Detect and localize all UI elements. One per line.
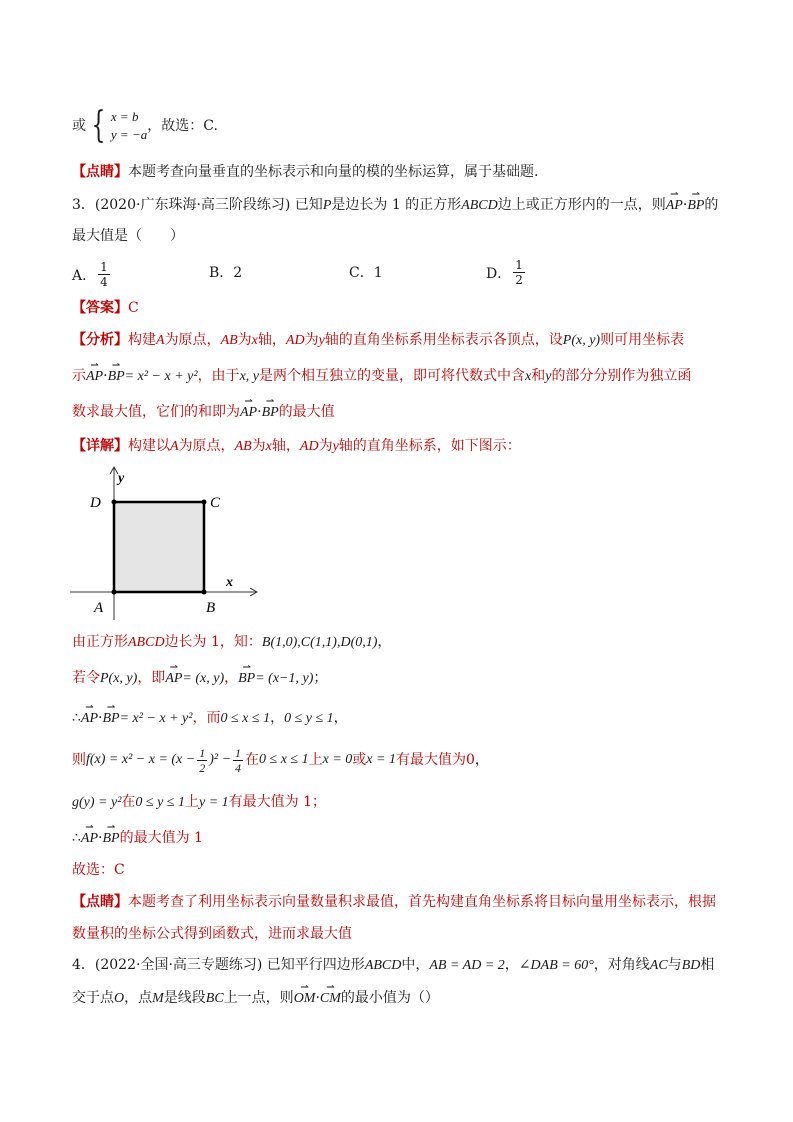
- q4-source: 4．(2022·全国·高三专题练习) 已知平行四边形: [72, 957, 365, 973]
- s4-half: [197, 746, 207, 775]
- option-c-label: C．: [349, 265, 374, 281]
- s4-x0: x = 0: [322, 752, 353, 767]
- s4-sq: )² −: [209, 752, 232, 767]
- s2-a: 若令: [72, 670, 100, 686]
- vector-bp: ⇀ BP: [687, 196, 704, 216]
- s2-ap-val: = (x, y): [182, 671, 225, 686]
- label-c: C: [210, 495, 221, 511]
- an-e: 为: [304, 332, 319, 348]
- prev-answer-suffix-text: ，故选：C.: [147, 118, 218, 134]
- q4-o: O: [114, 991, 125, 1006]
- s3-expr: = x² − x + y²: [119, 711, 193, 726]
- q3-text-b: 是边长为 1 的正方形: [331, 197, 462, 213]
- de-x: x: [265, 439, 272, 454]
- an-y: y: [318, 333, 325, 348]
- equation-2: y = −a: [110, 127, 148, 142]
- solution-line-4: [72, 744, 489, 776]
- option-a-fraction: [98, 260, 110, 289]
- solution-line-5: [72, 792, 326, 813]
- option-b-value: 2: [233, 265, 243, 281]
- de-e: 为: [318, 438, 333, 454]
- q4-sides: AB = AD = 2: [429, 958, 505, 973]
- s2-p: P(x, y): [100, 671, 138, 686]
- analysis-line-2: [72, 366, 691, 387]
- option-c: [349, 262, 383, 282]
- s5-y1: y = 1: [199, 795, 229, 810]
- frac-num: 1: [235, 745, 242, 760]
- an3-b: 的最大值: [278, 404, 335, 420]
- de-AB: AB: [234, 439, 252, 454]
- label-a: A: [94, 600, 104, 616]
- therefore-1: ∴: [72, 710, 81, 726]
- s4-quarter: [233, 746, 243, 775]
- frac-den: 2: [199, 760, 206, 775]
- dot-op: ·: [315, 990, 320, 1006]
- an-a: 构建: [128, 332, 156, 348]
- system-brace: {: [91, 105, 106, 146]
- option-a: [72, 260, 112, 289]
- option-d-fraction: [513, 258, 525, 287]
- vector-om: ⇀ OM: [294, 989, 316, 1009]
- s1-a: 由正方形: [72, 634, 128, 650]
- an-b: 为原点，: [164, 332, 221, 348]
- s5-d: 上: [185, 794, 199, 810]
- q4-d: ，: [504, 957, 519, 973]
- vector-bp: ⇀ BP: [108, 367, 125, 387]
- point-d: [112, 500, 117, 505]
- s5-b: 在: [121, 794, 136, 810]
- an-A: A: [156, 333, 165, 348]
- frac-num: 1: [515, 258, 523, 272]
- q4-f: ，对角线: [593, 957, 650, 973]
- option-a-label: A．: [72, 267, 97, 284]
- dianjing-text: 本题考查向量垂直的坐标表示和向量的模的坐标运算，属于基础题.: [128, 164, 539, 180]
- question-3-line-2: [72, 226, 184, 246]
- solution-line-3: [72, 708, 348, 729]
- frac-num: 1: [100, 260, 108, 274]
- dianjing-1: [72, 162, 538, 182]
- prev-answer-suffix: [147, 116, 218, 136]
- dianjing2-line2: 数量积的坐标公式得到函数式，进而求最大值: [72, 926, 352, 942]
- vector-ap: ⇀ AP: [666, 196, 683, 216]
- option-b-label: B．: [209, 265, 234, 281]
- analysis-tag: 【分析】: [72, 332, 128, 348]
- option-d-label: D．: [486, 265, 512, 282]
- s4-k: 0: [465, 752, 475, 768]
- q4-abcd: ABCD: [364, 958, 402, 973]
- prev-answer-prefix: 或: [72, 118, 86, 134]
- an2-c: 是两个相互独立的变量，即可将代数式中含: [259, 368, 525, 384]
- q4-b: 中，: [401, 957, 430, 973]
- dianjing2-line1: 本题考查了利用坐标表示向量数量积求最值，首先构建直角坐标系将目标向量用坐标表示，根据: [128, 894, 716, 910]
- q4-l2-c: 是线段: [163, 990, 206, 1006]
- coordinate-figure: [68, 462, 268, 622]
- s7: 故选：C: [72, 862, 125, 878]
- q4-l2-d: 上一点，则: [223, 990, 294, 1006]
- de-A: A: [170, 439, 179, 454]
- an-d: 轴，: [257, 332, 286, 348]
- an2-e: 的部分分别作为独立函: [551, 368, 692, 384]
- s4-fx: f(x) = x² − x = (x −: [86, 752, 196, 767]
- equation-1: x = b: [110, 109, 139, 124]
- vector-cm: ⇀ CM: [320, 989, 341, 1009]
- label-d: D: [90, 495, 101, 511]
- an2-a: 示: [72, 368, 86, 384]
- s2-c: ，即: [137, 670, 166, 686]
- q3-text-c: 边上或正方形内的一点，则: [497, 197, 666, 213]
- dianjing-2-line-1: [72, 892, 716, 912]
- s4-a: 则: [72, 752, 86, 768]
- s4-j: 有最大值为: [395, 752, 466, 768]
- q3-text-d: 的: [704, 197, 719, 213]
- q3-source: 3．(2020·广东珠海·高三阶段练习) 已知: [72, 197, 323, 213]
- solution-line-6: [72, 828, 203, 849]
- dot-op: ·: [103, 368, 108, 384]
- dianjing2-tag: 【点睛】: [72, 894, 128, 910]
- frac-den: 4: [100, 275, 108, 289]
- q4-h: 相: [700, 957, 715, 973]
- an2-expr: = x² − x + y²: [124, 369, 198, 384]
- s5-gy: g(y) = y²: [72, 795, 122, 810]
- x-axis-label: x: [226, 575, 233, 590]
- solution-line-2: [72, 668, 327, 689]
- q4-ac: AC: [649, 958, 668, 973]
- dot-op: ·: [98, 830, 103, 846]
- prev-answer-line: [72, 106, 218, 146]
- an-x: x: [251, 333, 258, 348]
- an2-y: y: [545, 369, 552, 384]
- y-axis-label: y: [118, 471, 125, 486]
- point-c: [202, 500, 207, 505]
- answer-line: [72, 298, 139, 318]
- dianjing-tag: 【点睛】: [72, 164, 128, 180]
- an-AB: AB: [220, 333, 238, 348]
- label-b: B: [206, 600, 216, 616]
- s4-f: 上: [308, 752, 323, 768]
- de-d: 轴，: [271, 438, 300, 454]
- q4-bc: BC: [205, 991, 224, 1006]
- option-c-value: 1: [373, 265, 383, 281]
- vector-ap: ⇀ AP: [81, 709, 98, 729]
- q4-angle: ∠DAB = 60°: [518, 958, 594, 973]
- equation-system: [111, 108, 147, 144]
- detail-line-1: [72, 436, 521, 457]
- vector-ap: ⇀ AP: [86, 367, 103, 387]
- vector-ap: ⇀ AP: [165, 669, 182, 689]
- s3-xrange: 0 ≤ x ≤ 1: [220, 711, 271, 726]
- s4-d: 在: [245, 752, 260, 768]
- s1-points: B(1,0),C(1,1),D(0,1): [261, 635, 378, 650]
- s3-yrange: 0 ≤ y ≤ 1: [284, 711, 334, 726]
- frac-num: 1: [199, 745, 206, 760]
- vector-bp: ⇀ BP: [238, 669, 255, 689]
- question-3-line-1: [72, 195, 718, 216]
- therefore-2: ∴: [72, 830, 81, 846]
- answer-value: C: [128, 300, 139, 316]
- question-4-line-1: [72, 955, 714, 976]
- an2-d: 和: [531, 368, 546, 384]
- s4-x1: x = 1: [366, 752, 396, 767]
- an-f: 轴的直角坐标系用坐标表示各顶点，设: [324, 332, 563, 348]
- frac-den: 4: [235, 760, 242, 775]
- an-pxy: P(x, y): [562, 333, 601, 348]
- s2-g: ；: [313, 670, 328, 686]
- option-d: [486, 258, 527, 287]
- s1-abcd: ABCD: [128, 635, 165, 650]
- s1-b: 边长为 1，知：: [164, 634, 262, 650]
- an2-b: ，由于: [197, 368, 240, 384]
- q4-l2-b: ，点: [124, 990, 153, 1006]
- de-y: y: [332, 439, 339, 454]
- point-b: [202, 590, 207, 595]
- s1-d: ，: [377, 634, 392, 650]
- square-abcd: [114, 502, 204, 592]
- dot-op: ·: [98, 710, 103, 726]
- frac-den: 2: [515, 273, 523, 287]
- q4-g: 与: [667, 957, 682, 973]
- detail-tag: 【详解】: [72, 438, 128, 454]
- s2-bp-val: = (x−1, y): [255, 671, 314, 686]
- an3-a: 数求最大值，它们的和即为: [72, 404, 240, 420]
- answer-tag: 【答案】: [72, 300, 128, 316]
- an-g: 则可用坐标表: [600, 332, 685, 348]
- dianjing-2-line-2: [72, 924, 352, 944]
- s5-f: 有最大值为 1；: [228, 794, 327, 810]
- de-f: 轴的直角坐标系，如下图示：: [338, 438, 521, 454]
- de-c: 为: [251, 438, 266, 454]
- q4-m: M: [152, 991, 164, 1006]
- point-a: [112, 590, 117, 595]
- solution-line-1: [72, 632, 391, 653]
- s3-c: ，而: [192, 710, 221, 726]
- an2-xy: x, y: [239, 369, 259, 384]
- de-a: 构建以: [128, 438, 170, 454]
- q3-p: P: [322, 198, 332, 213]
- question-4-line-2: [72, 988, 439, 1009]
- vector-bp: ⇀ BP: [262, 403, 279, 423]
- s4-range: 0 ≤ x ≤ 1: [259, 752, 309, 767]
- solution-line-7: [72, 860, 125, 880]
- de-b: 为原点，: [178, 438, 235, 454]
- vector-ap: ⇀ AP: [240, 403, 257, 423]
- s2-e: ，: [224, 670, 239, 686]
- s3-e: ，: [270, 710, 285, 726]
- s4-l: ，: [474, 752, 489, 768]
- s3-g: ，: [333, 710, 348, 726]
- vector-ap: ⇀ AP: [81, 829, 98, 849]
- q3-line2: 最大值是（ ）: [72, 228, 184, 244]
- an2-x: x: [525, 369, 532, 384]
- an-AD: AD: [285, 333, 305, 348]
- vector-bp: ⇀ BP: [102, 829, 119, 849]
- dot-op: ·: [257, 404, 262, 420]
- dot-op: ·: [682, 197, 688, 213]
- q3-abcd: ABCD: [461, 198, 498, 213]
- vector-bp: ⇀ BP: [102, 709, 119, 729]
- analysis-line-1: [72, 330, 684, 351]
- q4-bd: BD: [681, 958, 701, 973]
- de-AD: AD: [299, 439, 319, 454]
- an-c: 为: [237, 332, 252, 348]
- s6-b: 的最大值为 1: [119, 830, 203, 846]
- q4-l2-e: 的最小值为（）: [340, 990, 439, 1006]
- s4-h: 或: [352, 752, 367, 768]
- q4-l2-a: 交于点: [72, 990, 114, 1006]
- s5-range: 0 ≤ y ≤ 1: [135, 795, 185, 810]
- analysis-line-3: [72, 402, 335, 423]
- option-b: [209, 262, 242, 282]
